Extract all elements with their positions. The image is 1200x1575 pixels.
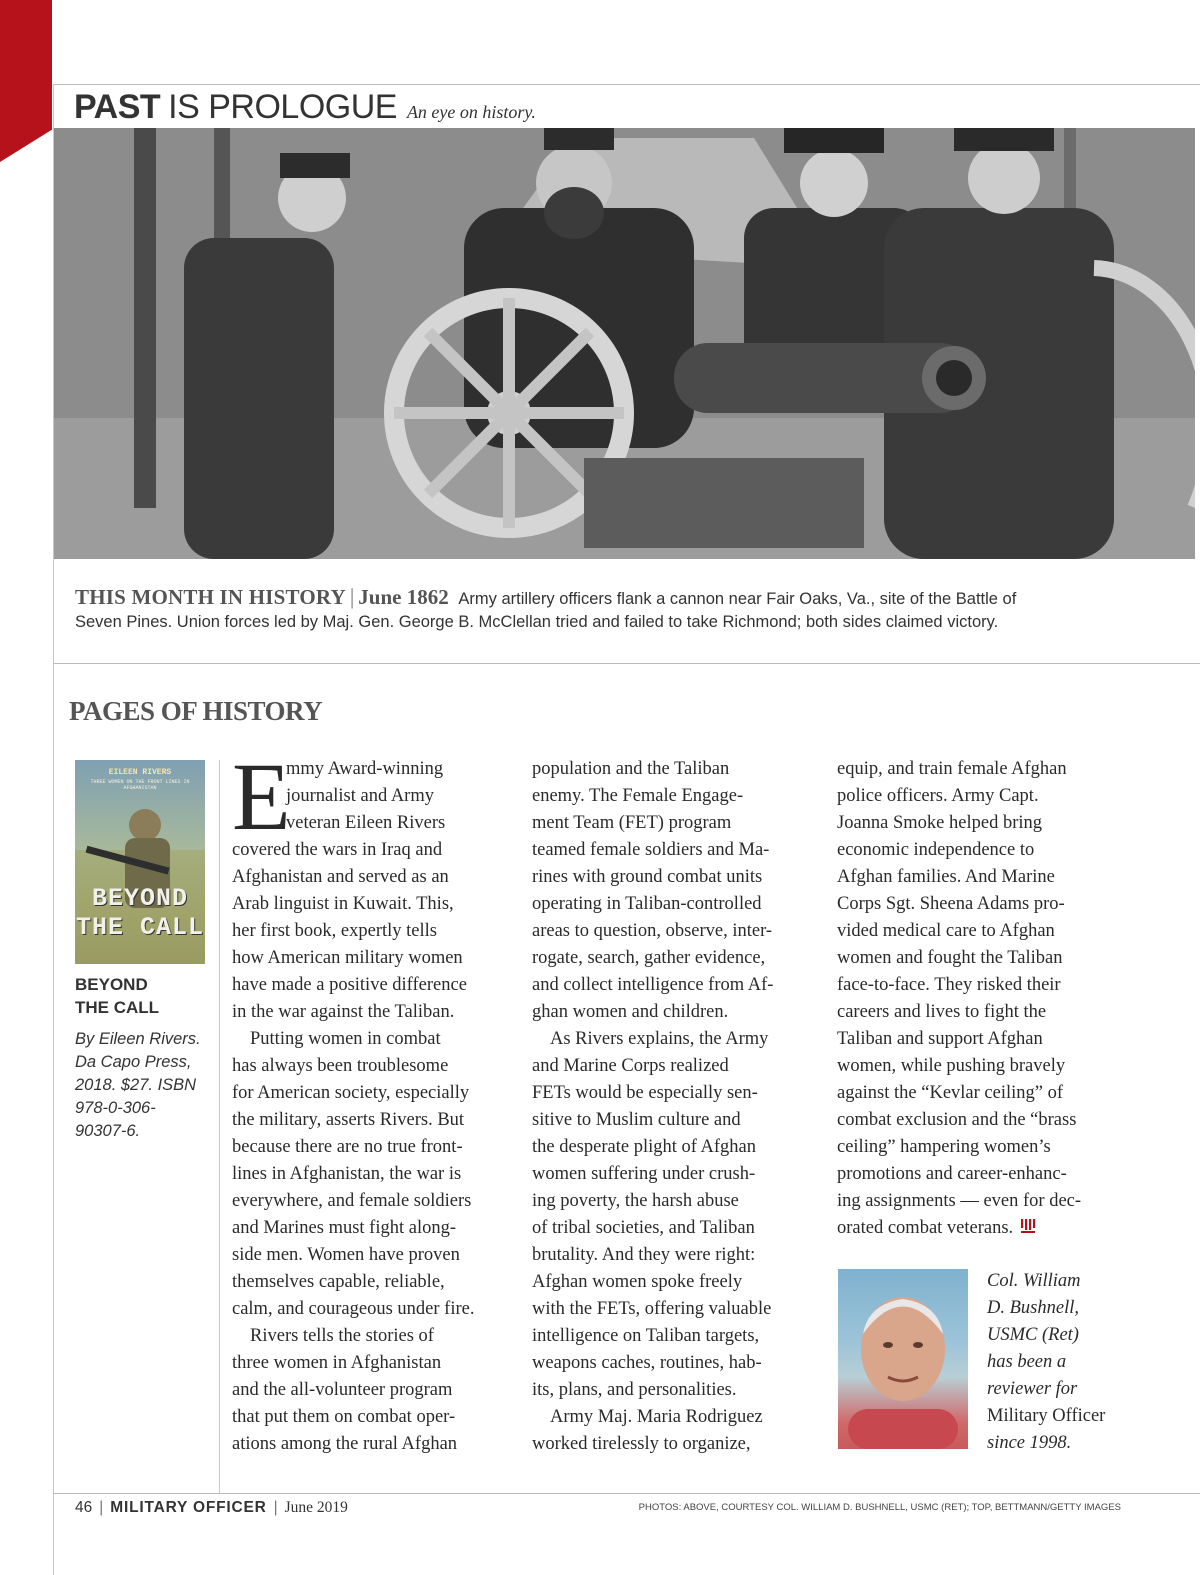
book-title [75,973,215,1019]
article-line: promotions and career-enhanc- [837,1164,1067,1184]
cover-subtitle: THREE WOMEN ON THE FRONT LINES IN AFGHANISTAN [90,779,190,791]
book-info-line: 90307-6. [75,1122,141,1140]
article-line: because there are no true front- [232,1137,463,1157]
sidebar-column-rule [219,760,220,1493]
article-line: rogate, search, gather evidence, [532,948,766,968]
article-line: vided medical care to Afghan [837,921,1055,941]
article-line: women suffering under crush- [532,1164,756,1184]
section-header [74,88,536,128]
article-line: worked tirelessly to organize, [532,1434,751,1454]
article-line: combat exclusion and the “brass [837,1110,1077,1130]
article-line: that put them on combat oper- [232,1407,456,1427]
article-line: teamed female soldiers and Ma- [532,840,770,860]
article-line: As Rivers explains, the Army [550,1029,769,1049]
footer-separator: | [99,1499,104,1516]
photo-credits: PHOTOS: ABOVE, COURTESY COL. WILLIAM D. BUSHNELL, USMC (RET); TOP, BETTMANN/GETTY IMAGES [638,1502,1121,1513]
article-line: Corps Sgt. Sheena Adams pro- [837,894,1065,914]
section-accent-tab [0,0,52,162]
article-line: against the “Kevlar ceiling” of [837,1083,1064,1103]
article-line: weapons caches, routines, hab- [532,1353,762,1373]
article-line: and collect intelligence from Af- [532,975,774,995]
article-line: women, while pushing bravely [837,1056,1066,1076]
section-divider [53,663,1200,664]
section-title: PAGES OF HISTORY [69,696,323,726]
article-line: population and the Taliban [532,759,730,779]
cover-author: EILEEN RIVERS [108,768,172,777]
article-line: women and fought the Taliban [837,948,1063,968]
article-line: Putting women in combat [250,1029,441,1049]
bio-line: Col. William [987,1271,1081,1291]
article-line: of tribal societies, and Taliban [532,1218,755,1238]
article-line: and Marines must fight along- [232,1218,457,1238]
historical-photo-artillery-officers [54,128,1195,559]
article-line: the desperate plight of Afghan [532,1137,756,1157]
article-line: have made a positive difference [232,975,467,995]
caption-kicker: THIS MONTH IN HISTORY [75,585,346,609]
article-line: mmy Award-winning [286,759,444,779]
footer-separator: | [273,1499,278,1516]
article-line: the military, asserts Rivers. But [232,1110,465,1130]
bio-line: USMC (Ret) [987,1325,1079,1345]
book-title-line1: BEYOND [75,975,148,994]
book-info-line: By Eileen Rivers. [75,1030,201,1048]
article-line: Afghanistan and served as an [232,867,449,887]
article-line: operating in Taliban-controlled [532,894,762,914]
page-number: 46 [75,1499,93,1516]
article-line: calm, and courageous under fire. [232,1299,475,1319]
reviewer-portrait [838,1269,968,1449]
article-line-text: orated combat veterans. [837,1218,1014,1238]
article-line: areas to question, observe, inter- [532,921,773,941]
bio-publication: Military Officer [987,1406,1106,1426]
header-title-bold: PAST [74,88,161,126]
bio-line: has been a [987,1352,1067,1372]
article-line [837,1215,1137,1242]
article-column-1 [232,743,517,1458]
article-line: three women in Afghanistan [232,1353,442,1373]
photo-caption [75,585,1185,634]
article-line: side men. Women have proven [232,1245,460,1265]
article-line: journalist and Army [286,786,434,806]
article-line: ment Team (FET) program [532,813,732,833]
issue-date: June 2019 [284,1499,348,1516]
article-line: police officers. Army Capt. [837,786,1039,806]
article-line: lines in Afghanistan, the war is [232,1164,462,1184]
article-line: equip, and train female Afghan [837,759,1067,779]
article-line: Afghan women spoke freely [532,1272,743,1292]
book-publication-info [75,1028,215,1143]
article-line: Afghan families. And Marine [837,867,1055,887]
article-line: Rivers tells the stories of [250,1326,434,1346]
end-of-article-icon [1020,1216,1036,1243]
cover-title [75,884,205,942]
article-line: and Marine Corps realized [532,1056,729,1076]
article-line: veteran Eileen Rivers [286,813,446,833]
book-info-line: 978-0-306- [75,1099,156,1117]
article-line: everywhere, and female soldiers [232,1191,472,1211]
caption-text-line2: Seven Pines. Union forces led by Maj. Gen. George B. McClellan tried and failed to take Richmond; both sides claimed victory. [75,613,999,631]
article-line: her first book, expertly tells [232,921,437,941]
article-line: ing poverty, the harsh abuse [532,1191,739,1211]
page-footer [75,1497,348,1519]
cover-title-line2: THE CALL [75,913,205,942]
drop-cap: E [232,743,291,850]
article-line: in the war against the Taliban. [232,1002,455,1022]
article-line: ceiling” hampering women’s [837,1137,1051,1157]
header-tagline: An eye on history. [406,102,536,122]
caption-date: June 1862 [358,585,449,609]
article-line: ghan women and children. [532,1002,729,1022]
article-line: brutality. And they were right: [532,1245,756,1265]
bio-line: D. Bushnell, [987,1298,1079,1318]
caption-separator: | [349,584,355,609]
article-column-2 [532,756,822,1458]
article-line: Taliban and support Afghan [837,1029,1043,1049]
article-line: enemy. The Female Engage- [532,786,744,806]
article-line: Joanna Smoke helped bring [837,813,1042,833]
magazine-name: MILITARY OFFICER [110,1499,267,1516]
article-line: has always been troublesome [232,1056,449,1076]
article-line: how American military women [232,948,463,968]
article-line: ing assignments — even for dec- [837,1191,1082,1211]
article-line: themselves capable, reliable, [232,1272,445,1292]
book-title-line2: THE CALL [75,998,160,1017]
bio-line: reviewer for [987,1379,1078,1399]
book-info-line: Da Capo Press, [75,1053,192,1071]
article-line: rines with ground combat units [532,867,763,887]
article-line: sitive to Muslim culture and [532,1110,741,1130]
book-info-line: 2018. $27. ISBN [75,1076,197,1094]
header-title-light: IS PROLOGUE [168,88,397,126]
article-line: and the all-volunteer program [232,1380,453,1400]
article-line: ations among the rural Afghan [232,1434,458,1454]
article-line: economic independence to [837,840,1035,860]
bio-since: since 1998. [987,1433,1072,1453]
article-line: FETs would be especially sen- [532,1083,758,1103]
reviewer-bio [987,1268,1157,1457]
article-line: intelligence on Taliban targets, [532,1326,760,1346]
article-line: its, plans, and personalities. [532,1380,737,1400]
article-line: Army Maj. Maria Rodriguez [550,1407,763,1427]
book-cover-image [75,760,205,964]
article-line: face-to-face. They risked their [837,975,1061,995]
top-divider [53,84,1200,85]
article-line: with the FETs, offering valuable [532,1299,772,1319]
article-line: careers and lives to fight the [837,1002,1047,1022]
caption-text-line1: Army artillery officers flank a cannon near Fair Oaks, Va., site of the Battle of [458,590,1017,608]
article-line: Arab linguist in Kuwait. This, [232,894,454,914]
article-column-3 [837,756,1137,1242]
article-line: for American society, especially [232,1083,470,1103]
cover-title-line1: BEYOND [91,884,188,913]
article-line: covered the wars in Iraq and [232,840,443,860]
footer-divider [53,1493,1200,1494]
